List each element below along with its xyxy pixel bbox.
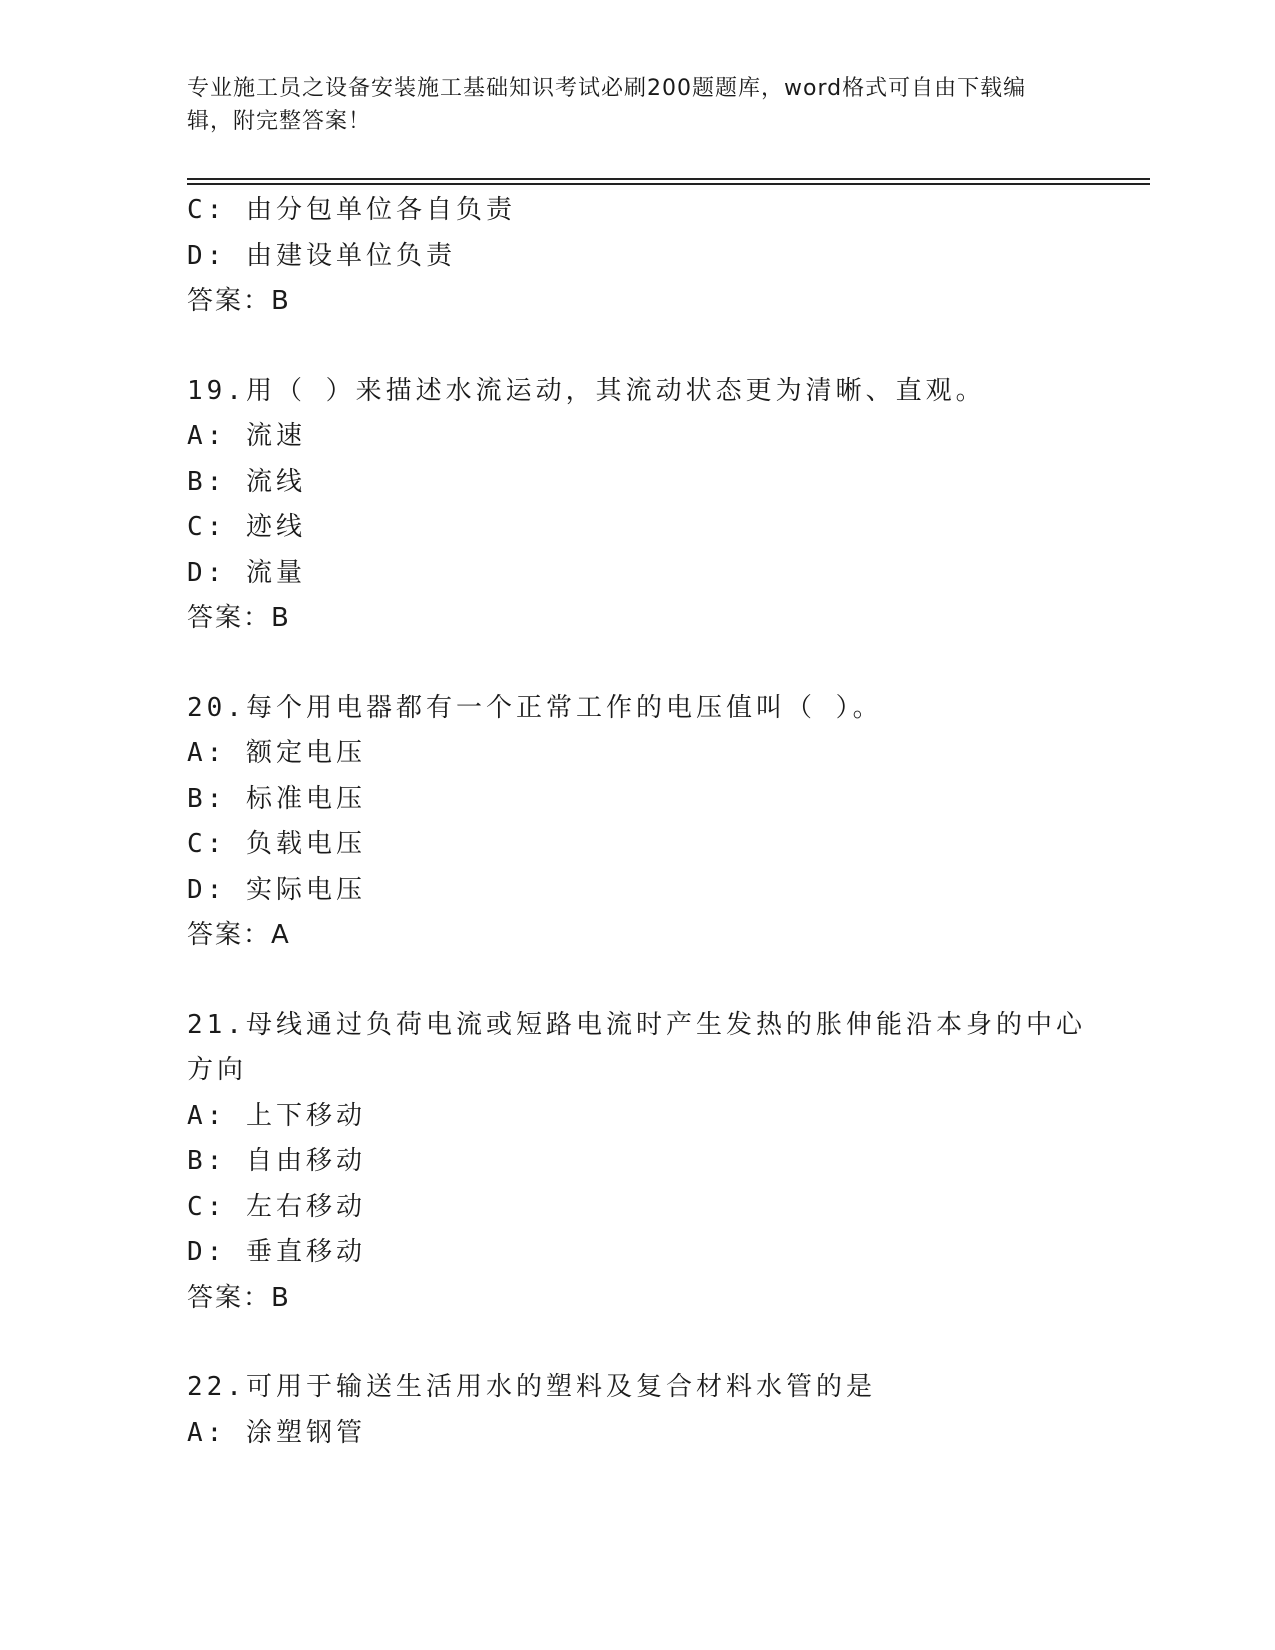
option-label: B: [187, 1146, 227, 1176]
option-c [187, 505, 1087, 551]
option-label: D: [187, 1237, 227, 1267]
option-label: A: [187, 421, 227, 451]
option-label: C: [187, 829, 227, 859]
option-text: 负载电压 [245, 829, 366, 859]
option-label: C: [187, 1191, 227, 1222]
option-label: B: [187, 783, 227, 814]
option-text: 上下移动 [245, 1100, 366, 1131]
option-d [187, 551, 1087, 597]
question-19 [187, 369, 1087, 642]
header-divider-bottom [187, 183, 1150, 185]
answer-line: 答案：B [187, 603, 291, 633]
option-text: 自由移动 [245, 1146, 366, 1176]
option-d [187, 1230, 1087, 1276]
option-text: 由建设单位负责 [245, 240, 456, 271]
option-text: 流量 [245, 557, 306, 588]
option-label: D: [187, 557, 227, 588]
option-b [187, 777, 1087, 823]
option-label: C: [187, 195, 227, 225]
option-a [187, 1094, 1087, 1140]
answer-line: 答案：B [187, 1282, 291, 1313]
option-text: 由分包单位各自负责 [245, 195, 516, 225]
option-text: 垂直移动 [245, 1237, 366, 1267]
answer-line: 答案：B [187, 286, 291, 316]
option-c [187, 822, 1087, 868]
header-divider-top [187, 178, 1150, 180]
document-header [187, 72, 1067, 138]
question-stem: 21.母线通过负荷电流或短路电流时产生发热的胀伸能沿本身的中心方向 [187, 1009, 1086, 1085]
answer-line: 答案：A [187, 920, 291, 950]
option-label: A: [187, 1100, 227, 1131]
option-label: A: [187, 1417, 227, 1448]
document-title: 专业施工员之设备安装施工基础知识考试必刷200题题库，word格式可自由下载编辑，附完整答案！ [187, 76, 1027, 134]
option-label: D: [187, 874, 227, 905]
option-d [187, 234, 1087, 280]
option-d [187, 868, 1087, 914]
option-text: 流线 [245, 466, 306, 497]
option-label: B: [187, 466, 227, 497]
question-fragment [187, 188, 1087, 325]
question-21 [187, 1003, 1087, 1322]
question-stem: 19.用（ ）来描述水流运动，其流动状态更为清晰、直观。 [187, 375, 986, 406]
option-text: 迹线 [245, 512, 306, 542]
question-stem: 22.可用于输送生活用水的塑料及复合材料水管的是 [187, 1372, 876, 1402]
option-a [187, 1411, 1087, 1457]
option-text: 流速 [245, 421, 306, 451]
option-text: 涂塑钢管 [245, 1417, 366, 1448]
option-label: D: [187, 240, 227, 271]
option-text: 标准电压 [245, 783, 366, 814]
option-c [187, 1185, 1087, 1231]
option-a [187, 414, 1087, 460]
question-stem: 20.每个用电器都有一个正常工作的电压值叫（ ）。 [187, 692, 883, 723]
question-20 [187, 686, 1087, 959]
option-text: 实际电压 [245, 874, 366, 905]
option-c [187, 188, 1087, 234]
option-b [187, 1139, 1087, 1185]
question-list [187, 188, 1087, 1456]
option-b [187, 460, 1087, 506]
option-text: 左右移动 [245, 1191, 366, 1222]
option-label: C: [187, 512, 227, 542]
question-22 [187, 1365, 1087, 1456]
option-label: A: [187, 738, 227, 768]
option-a [187, 731, 1087, 777]
option-text: 额定电压 [245, 738, 366, 768]
